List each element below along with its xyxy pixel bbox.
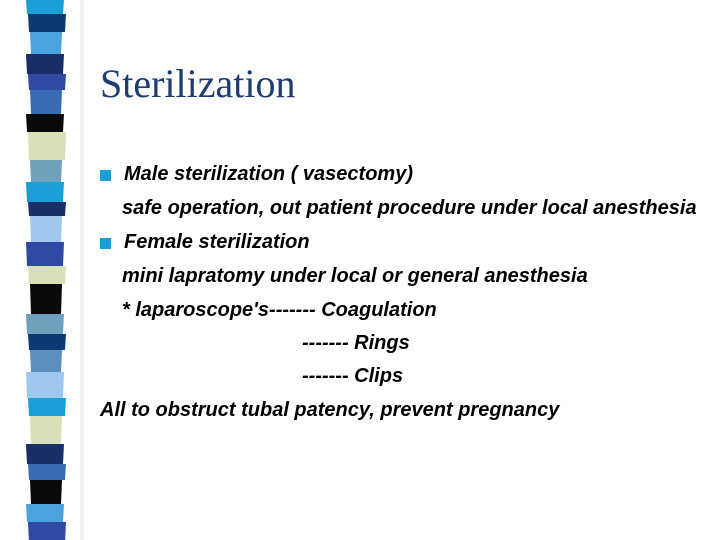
stripe-block	[28, 132, 66, 160]
stripe-block	[26, 0, 64, 14]
stripe-block	[30, 32, 62, 54]
stripe-graphic	[0, 0, 84, 540]
sub-item-minilaparotomy: mini lapratomy under local or general anesthesia	[122, 265, 588, 287]
stripe-block	[26, 242, 64, 266]
stripe-block	[30, 216, 62, 242]
slide-body	[100, 162, 710, 423]
bullet-item-male-sterilization	[100, 162, 710, 187]
decorative-stripe-strip	[0, 0, 84, 540]
stripe-block	[28, 522, 66, 540]
stripe-block	[30, 90, 62, 114]
conclusion-line: All to obstruct tubal patency, prevent pregnancy	[100, 399, 560, 421]
stripe-block	[28, 74, 66, 90]
stripe-block	[26, 504, 64, 522]
stripe-block	[30, 160, 62, 182]
stripe-block	[26, 444, 64, 464]
stripe-block	[26, 114, 64, 132]
stripe-block	[30, 350, 62, 372]
bullet-item-female-sterilization	[100, 230, 710, 255]
stripe-block	[28, 202, 66, 216]
stripe-block	[28, 14, 66, 32]
sub-item-vasectomy-detail: safe operation, out patient procedure under local anesthesia	[122, 197, 697, 219]
sub-item-laparoscope-coagulation: * laparoscope's------- Coagulation	[122, 299, 437, 321]
slide-title: Sterilization	[100, 61, 296, 106]
stripe-block	[30, 284, 62, 314]
stripe-block	[28, 398, 66, 416]
square-bullet-icon	[100, 170, 111, 181]
stripe-block	[30, 416, 62, 444]
stripe-block	[26, 182, 64, 202]
strip-edge	[80, 0, 84, 540]
stripe-block	[28, 266, 66, 284]
bullet-text: Female sterilization	[124, 231, 310, 253]
stripe-block	[26, 372, 64, 398]
sub-item-rings: ------- Rings	[302, 332, 410, 354]
stripe-block	[26, 314, 64, 334]
stripe-block	[26, 54, 64, 74]
stripe-block	[28, 464, 66, 480]
square-bullet-icon	[100, 238, 111, 249]
bullet-text: Male sterilization ( vasectomy)	[124, 163, 413, 185]
stripe-block	[28, 334, 66, 350]
stripe-block	[30, 480, 62, 504]
sub-item-clips: ------- Clips	[302, 365, 404, 387]
